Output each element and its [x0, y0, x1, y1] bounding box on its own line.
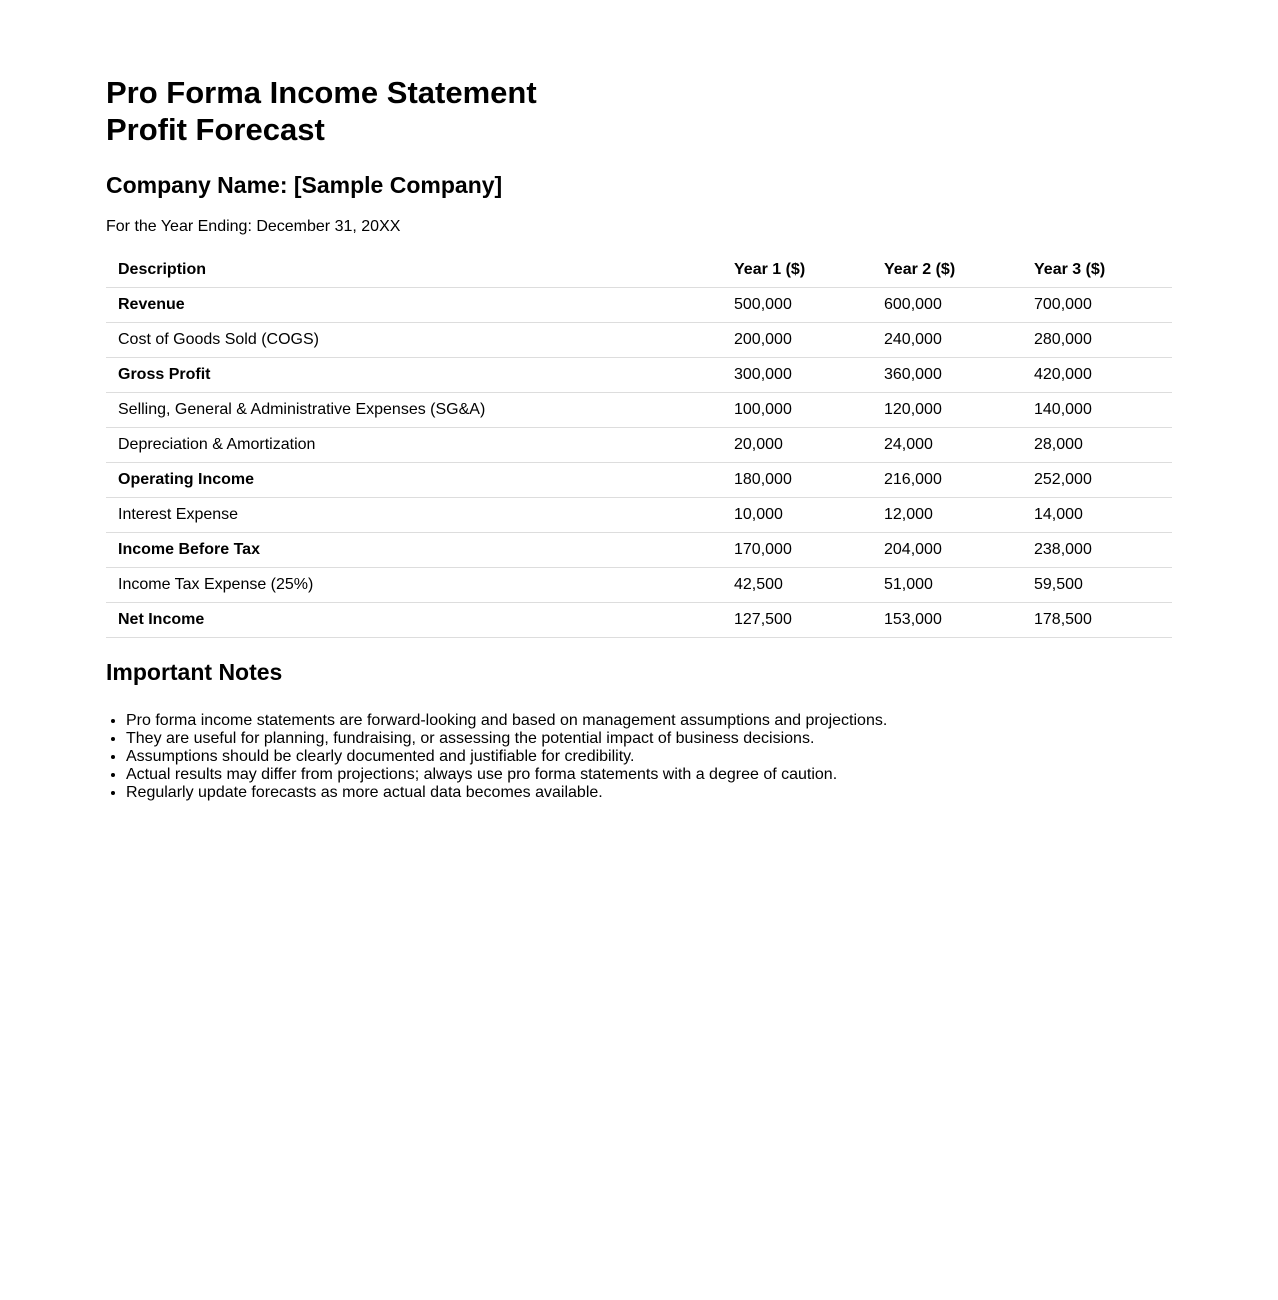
list-item: • They are useful for planning, fundraising, or assessing the potential impact of business decisions. [126, 730, 1172, 748]
table-row [106, 568, 1172, 603]
row-label: Cost of Goods Sold (COGS) [106, 323, 722, 358]
row-label: Depreciation & Amortization [106, 428, 722, 463]
company-name: Company Name: [Sample Company] [106, 172, 503, 198]
row-value-year-2: 12,000 [872, 498, 1022, 533]
row-value-year-1: 20,000 [722, 428, 872, 463]
table-row [106, 603, 1172, 638]
row-label: Income Tax Expense (25%) [106, 568, 722, 603]
row-value-year-1: 170,000 [722, 533, 872, 568]
table-row [106, 323, 1172, 358]
column-header-year-3: Year 3 ($) [1022, 253, 1172, 288]
row-value-year-2: 51,000 [872, 568, 1022, 603]
row-value-year-3: 140,000 [1022, 393, 1172, 428]
table-row [106, 533, 1172, 568]
income-statement-table [106, 253, 1172, 638]
row-label: Income Before Tax [106, 533, 722, 568]
title-line-2: Profit Forecast [106, 112, 325, 147]
row-value-year-3: 59,500 [1022, 568, 1172, 603]
list-item: • Assumptions should be clearly documented and justifiable for credibility. [126, 748, 1172, 766]
notes-heading: Important Notes [106, 659, 283, 685]
row-label: Net Income [106, 603, 722, 638]
column-header-year-2: Year 2 ($) [872, 253, 1022, 288]
table-row [106, 288, 1172, 323]
reporting-period: For the Year Ending: December 31, 20XX [106, 218, 401, 235]
notes-list [106, 712, 1172, 802]
row-value-year-2: 120,000 [872, 393, 1022, 428]
row-value-year-2: 24,000 [872, 428, 1022, 463]
row-label: Revenue [106, 288, 722, 323]
list-item: • Regularly update forecasts as more actual data becomes available. [126, 784, 1172, 802]
row-value-year-1: 300,000 [722, 358, 872, 393]
row-value-year-2: 240,000 [872, 323, 1022, 358]
row-value-year-1: 180,000 [722, 463, 872, 498]
row-label: Selling, General & Administrative Expenses (SG&A) [106, 393, 722, 428]
list-item: • Pro forma income statements are forward-looking and based on management assumptions and projections. [126, 712, 1172, 730]
table-row [106, 463, 1172, 498]
row-value-year-2: 600,000 [872, 288, 1022, 323]
table-header-row [106, 253, 1172, 288]
row-value-year-1: 42,500 [722, 568, 872, 603]
table-row [106, 393, 1172, 428]
table-row [106, 498, 1172, 533]
row-value-year-1: 127,500 [722, 603, 872, 638]
table-row [106, 358, 1172, 393]
list-item: • Actual results may differ from projections; always use pro forma statements with a degree of caution. [126, 766, 1172, 784]
row-label: Operating Income [106, 463, 722, 498]
row-value-year-2: 204,000 [872, 533, 1022, 568]
row-value-year-3: 280,000 [1022, 323, 1172, 358]
column-header-year-1: Year 1 ($) [722, 253, 872, 288]
row-value-year-3: 28,000 [1022, 428, 1172, 463]
row-value-year-2: 153,000 [872, 603, 1022, 638]
column-header-description: Description [106, 253, 722, 288]
document-title [106, 74, 1172, 148]
row-value-year-3: 178,500 [1022, 603, 1172, 638]
title-line-1: Pro Forma Income Statement [106, 75, 537, 110]
row-value-year-3: 420,000 [1022, 358, 1172, 393]
row-value-year-2: 360,000 [872, 358, 1022, 393]
row-value-year-3: 700,000 [1022, 288, 1172, 323]
row-value-year-3: 14,000 [1022, 498, 1172, 533]
row-value-year-3: 252,000 [1022, 463, 1172, 498]
row-label: Gross Profit [106, 358, 722, 393]
row-value-year-2: 216,000 [872, 463, 1022, 498]
row-value-year-1: 100,000 [722, 393, 872, 428]
row-value-year-1: 200,000 [722, 323, 872, 358]
row-label: Interest Expense [106, 498, 722, 533]
table-row [106, 428, 1172, 463]
row-value-year-1: 10,000 [722, 498, 872, 533]
row-value-year-3: 238,000 [1022, 533, 1172, 568]
row-value-year-1: 500,000 [722, 288, 872, 323]
